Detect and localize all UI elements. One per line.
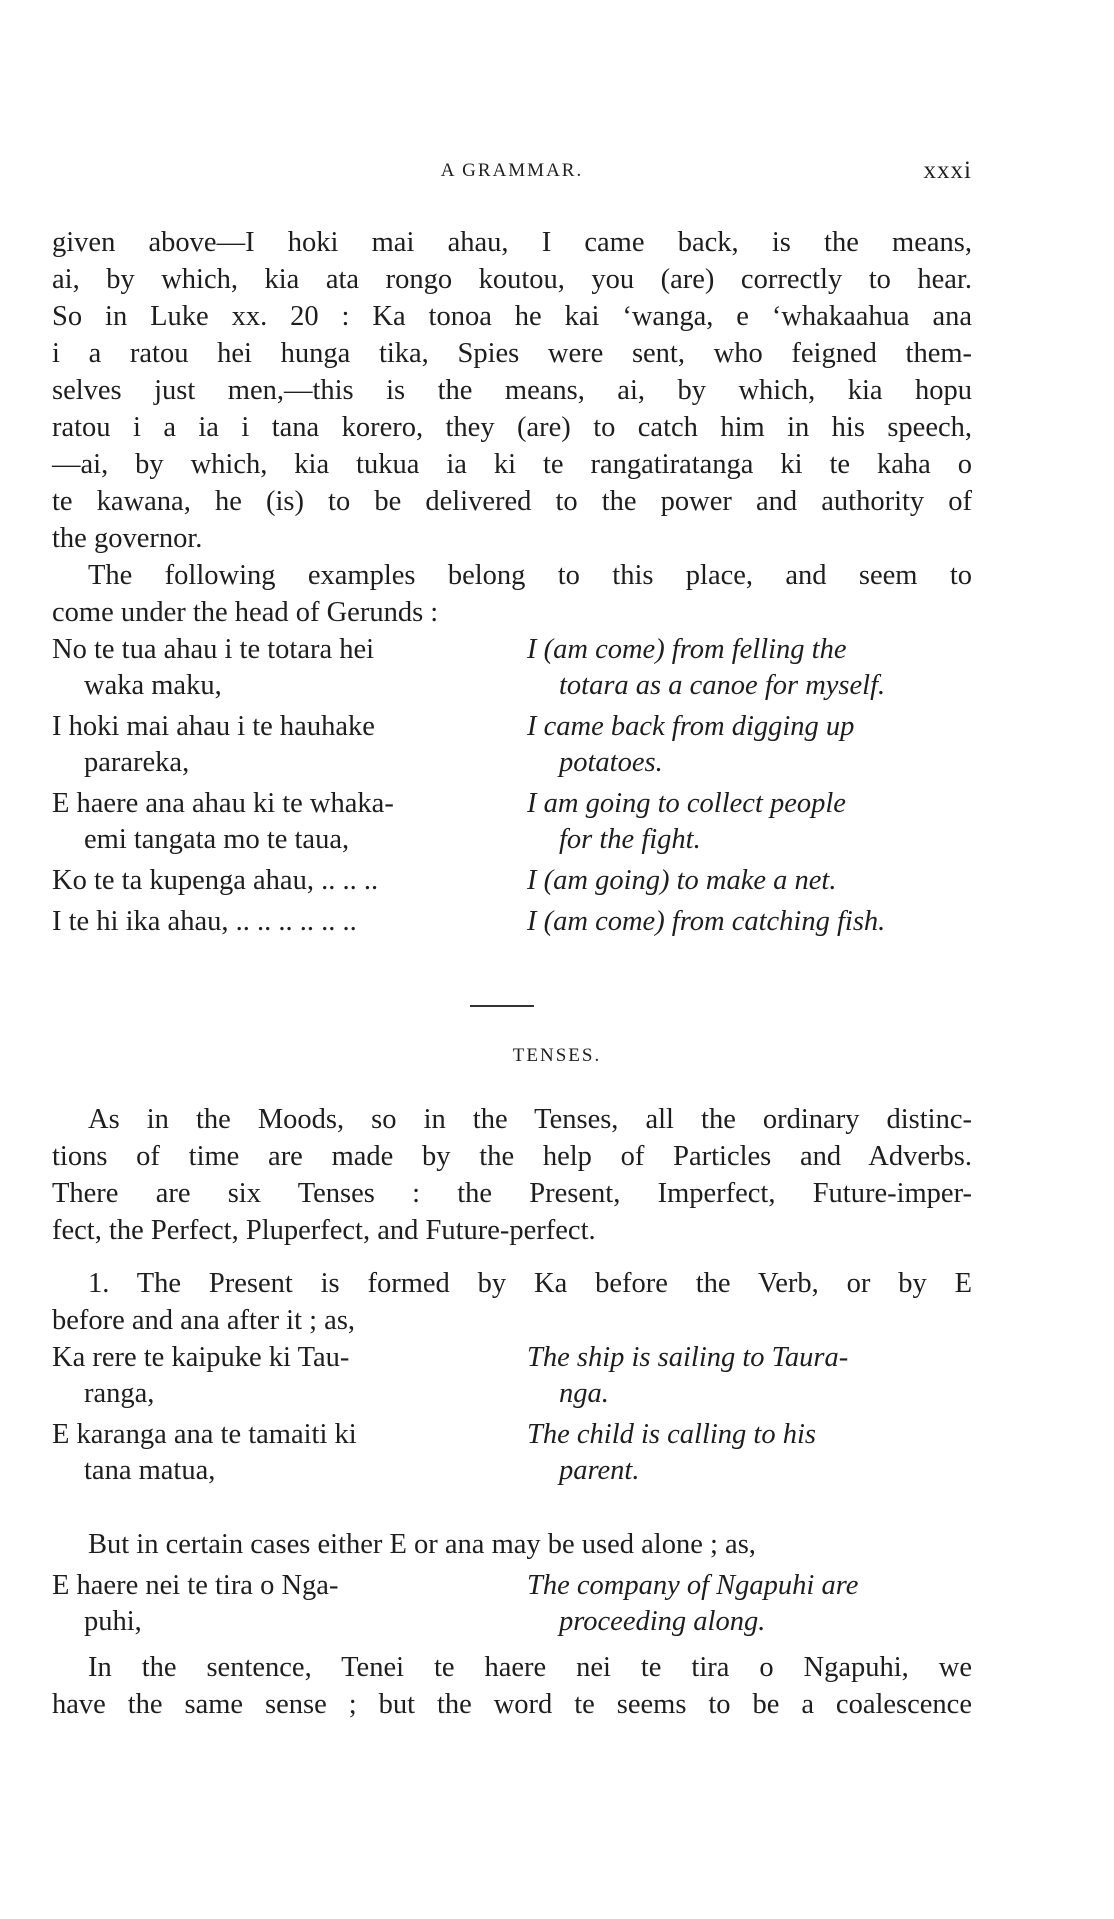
- translation-line: The child is calling to his: [527, 1419, 816, 1450]
- text-line: The following examples belong to this place, and seem to: [88, 560, 972, 591]
- page-header: [52, 157, 972, 194]
- paragraph-tenei-sentence: [52, 1649, 972, 1723]
- translation-line: nga.: [559, 1378, 609, 1409]
- english-translation: [527, 904, 972, 940]
- english-translation: [527, 786, 972, 858]
- example-row: [52, 1568, 972, 1640]
- example-line: E haere nei te tira o Nga-: [52, 1570, 339, 1601]
- english-translation: [527, 1340, 972, 1412]
- either-examples: [52, 1568, 972, 1645]
- text-line: But in certain cases either E or ana may be used alone ; as,: [88, 1529, 756, 1560]
- translation-line: I (am come) from felling the: [527, 634, 847, 665]
- example-line: I te hi ika ahau, .. .. .. .. .. ..: [52, 906, 357, 937]
- text-line: selves just men,—this is the means, ai, by which, kia hopu: [52, 375, 972, 406]
- example-line: ranga,: [84, 1378, 155, 1409]
- text-line: 1. The Present is formed by Ka before the Verb, or by E: [88, 1268, 972, 1299]
- example-line: Ka rere te kaipuke ki Tau-: [52, 1342, 350, 1373]
- translation-line: I (am going) to make a net.: [527, 865, 837, 896]
- text-line: There are six Tenses : the Present, Imperfect, Future-imper-: [52, 1178, 972, 1209]
- maori-example: [52, 1340, 507, 1412]
- paragraph-either-e-or-ana: [52, 1526, 972, 1563]
- section-divider: [470, 1005, 534, 1007]
- translation-line: I (am come) from catching fish.: [527, 906, 886, 937]
- example-row: [52, 1340, 972, 1412]
- english-translation: [527, 1417, 972, 1489]
- translation-line: The ship is sailing to Taura-: [527, 1342, 849, 1373]
- translation-line: potatoes.: [559, 747, 663, 778]
- example-row: [52, 1417, 972, 1489]
- example-line: emi tangata mo te taua,: [84, 824, 350, 855]
- paragraph-gerund-examples-intro: [52, 224, 972, 631]
- example-line: waka maku,: [84, 670, 222, 701]
- english-translation: [527, 863, 972, 899]
- example-row: [52, 863, 972, 899]
- maori-example: [52, 709, 507, 781]
- translation-line: The company of Ngapuhi are: [527, 1570, 859, 1601]
- text-line: In the sentence, Tenei te haere nei te tira o Ngapuhi, we: [88, 1652, 972, 1683]
- maori-example: [52, 1568, 507, 1640]
- paragraph-present-tense: [52, 1265, 972, 1339]
- text-line: the governor.: [52, 523, 203, 554]
- maori-example: [52, 1417, 507, 1489]
- text-line: As in the Moods, so in the Tenses, all the ordinary distinc-: [88, 1104, 972, 1135]
- example-line: E karanga ana te tamaiti ki: [52, 1419, 357, 1450]
- example-row: [52, 786, 972, 858]
- maori-example: [52, 863, 507, 899]
- section-heading: TENSES.: [512, 1045, 602, 1066]
- translation-line: proceeding along.: [559, 1606, 766, 1637]
- example-row: [52, 632, 972, 704]
- text-line: i a ratou hei hunga tika, Spies were sent, who feigned them-: [52, 338, 972, 369]
- text-line: So in Luke xx. 20 : Ka tonoa he kai ‘wanga, e ‘whakaahua ana: [52, 301, 972, 332]
- translation-line: parent.: [559, 1455, 640, 1486]
- text-line: given above—I hoki mai ahau, I came back, is the means,: [52, 227, 972, 258]
- gerund-examples-table: [52, 632, 972, 945]
- page-number: xxxi: [923, 157, 972, 184]
- example-line: E haere ana ahau ki te whaka-: [52, 788, 394, 819]
- example-row: [52, 709, 972, 781]
- text-line: te kawana, he (is) to be delivered to the power and authority of: [52, 486, 972, 517]
- translation-line: totara as a canoe for myself.: [559, 670, 886, 701]
- text-line: ratou i a ia i tana korero, they (are) to catch him in his speech,: [52, 412, 972, 443]
- example-line: I hoki mai ahau i te hauhake: [52, 711, 375, 742]
- translation-line: I came back from digging up: [527, 711, 855, 742]
- example-line: No te tua ahau i te totara hei: [52, 634, 375, 665]
- example-line: parareka,: [84, 747, 190, 778]
- text-line: tions of time are made by the help of Particles and Adverbs.: [52, 1141, 972, 1172]
- maori-example: [52, 904, 507, 940]
- text-line: —ai, by which, kia tukua ia ki te rangatiratanga ki te kaha o: [52, 449, 972, 480]
- translation-line: I am going to collect people: [527, 788, 846, 819]
- text-line: before and ana after it ; as,: [52, 1305, 356, 1336]
- example-row: [52, 904, 972, 940]
- present-tense-examples: [52, 1340, 972, 1494]
- text-line: come under the head of Gerunds :: [52, 597, 439, 628]
- example-line: tana matua,: [84, 1455, 216, 1486]
- example-line: puhi,: [84, 1606, 142, 1637]
- maori-example: [52, 632, 507, 704]
- text-line: fect, the Perfect, Pluperfect, and Future-perfect.: [52, 1215, 596, 1246]
- text-line: have the same sense ; but the word te seems to be a coalescence: [52, 1689, 972, 1720]
- english-translation: [527, 709, 972, 781]
- example-line: Ko te ta kupenga ahau, .. .. ..: [52, 865, 379, 896]
- english-translation: [527, 1568, 972, 1640]
- maori-example: [52, 786, 507, 858]
- running-title: A GRAMMAR.: [440, 160, 584, 181]
- english-translation: [527, 632, 972, 704]
- translation-line: for the fight.: [559, 824, 701, 855]
- paragraph-tenses-intro: [52, 1101, 972, 1249]
- text-line: ai, by which, kia ata rongo koutou, you (are) correctly to hear.: [52, 264, 972, 295]
